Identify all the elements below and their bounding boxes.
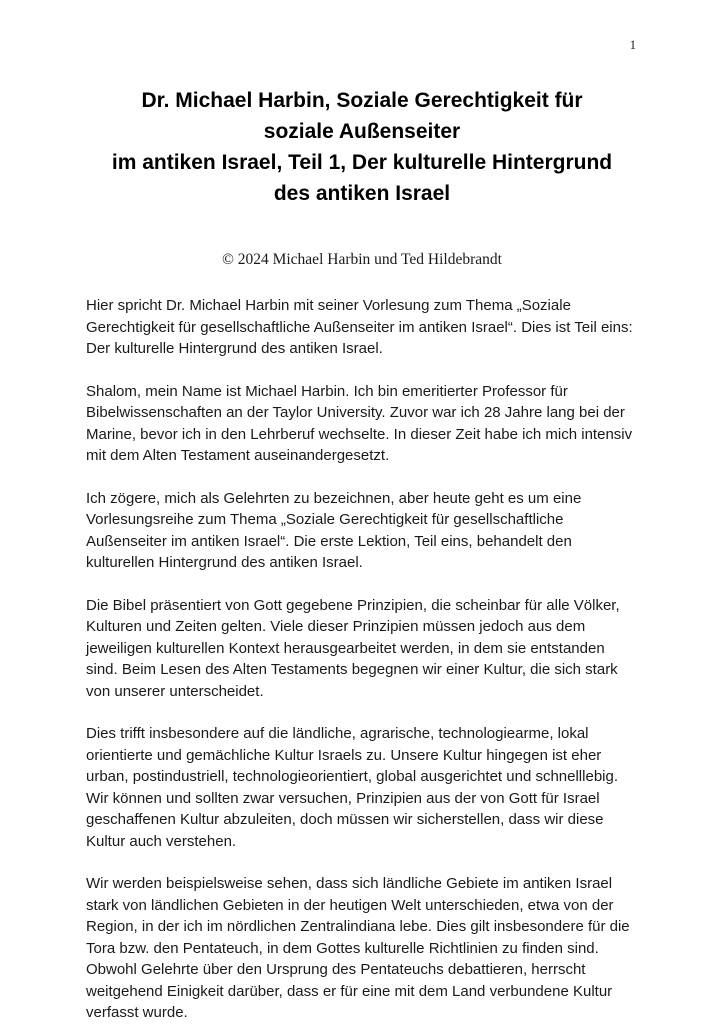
page-number: 1 bbox=[629, 38, 636, 52]
title-line-4: des antiken Israel bbox=[273, 182, 451, 205]
document-title bbox=[86, 85, 638, 209]
title-line-2: soziale Außenseiter bbox=[263, 120, 461, 143]
title-line-3: im antiken Israel, Teil 1, Der kulturelle Hintergrund bbox=[111, 151, 613, 174]
paragraph-intro: Hier spricht Dr. Michael Harbin mit seiner Vorlesung zum Thema „Soziale Gerechtigkeit für gesellschaftliche Außenseiter im antiken Israel“. Dies ist Teil eins: Der kulturelle Hintergrund des antiken Israel. bbox=[86, 297, 633, 357]
document-body bbox=[86, 295, 638, 1024]
paragraph-culture-contrast: Dies trifft insbesondere auf die ländliche, agrarische, technologiearme, lokal orientierte und gemächliche Kultur Israels zu. Unsere Kultur hingegen ist eher urban, postindustriell, technologieorientiert, global ausgerichtet und schnelllebig. Wir können und sollten zwar versuchen, Prinzipien aus der von Gott für Israel geschaffenen Kultur abzuleiten, doch müssen wir sicherstellen, dass wir diese Kultur auch verstehen. bbox=[86, 725, 619, 850]
paragraph-rural-areas: Wir werden beispielsweise sehen, dass sich ländliche Gebiete im antiken Israel stark von ländlichen Gebieten in der heutigen Welt unterschieden, etwa von der Region, in der ich im nördlichen Zentralindiana lebe. Dies gilt insbesondere für die Tora bzw. den Pentateuch, in dem Gottes kulturelle Richtlinien zu finden sind. Obwohl Gelehrte über den Ursprung des Pentateuchs debattieren, herrscht weitgehend Einigkeit darüber, dass er für eine mit dem Land verbundene Kultur verfasst wurde. bbox=[86, 875, 630, 1021]
copyright-line: © 2024 Michael Harbin und Ted Hildebrandt bbox=[222, 251, 502, 268]
paragraph-introduction-speaker: Shalom, mein Name ist Michael Harbin. Ich bin emeritierter Professor für Bibelwissenschaften an der Taylor University. Zuvor war ich 28 Jahre lang bei der Marine, bevor ich in den Lehrberuf wechselte. In dieser Zeit habe ich mich intensiv mit dem Alten Testament auseinandergesetzt. bbox=[86, 382, 633, 464]
paragraph-lecture-series: Ich zögere, mich als Gelehrten zu bezeichnen, aber heute geht es um eine Vorlesungsreihe zum Thema „Soziale Gerechtigkeit für gesellschaftliche Außenseiter im antiken Israel“. Die erste Lektion, Teil eins, behandelt den kulturellen Hintergrund des antiken Israel. bbox=[86, 489, 582, 571]
paragraph-bible-principles: Die Bibel präsentiert von Gott gegebene Prinzipien, die scheinbar für alle Völker, Kulturen und Zeiten gelten. Viele dieser Prinzipien müssen jedoch aus dem jeweiligen kulturellen Kontext herausgearbeitet werden, in dem sie entstanden sind. Beim Lesen des Alten Testaments begegnen wir einer Kultur, die sich stark von unserer unterscheidet. bbox=[86, 596, 620, 700]
title-line-1: Dr. Michael Harbin, Soziale Gerechtigkeit für bbox=[141, 89, 583, 112]
